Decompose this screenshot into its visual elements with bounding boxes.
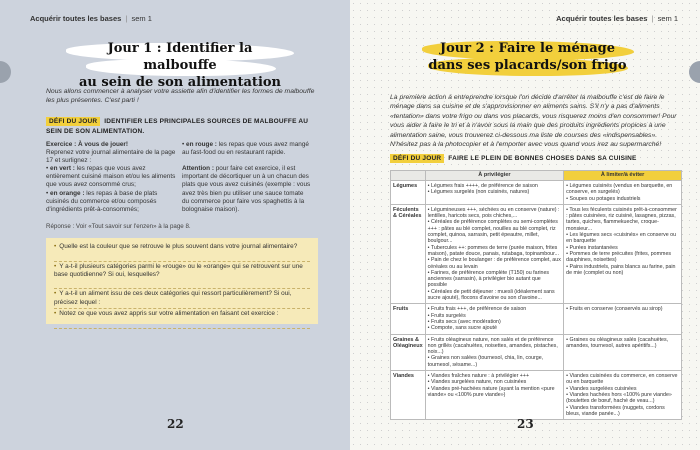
- row-category: Viandes: [391, 371, 426, 420]
- food-item: • Viandes pré-hachées nature (ayant la mention «pure viande» ou «100% pure viande»): [427, 385, 555, 398]
- right-intro: La première action à entreprendre lorsque l'on décide d'arrêter la malbouffe c'est de faire le ménage dans sa cuisine et de s'approvisionner en aliments sains. S'il n'y a pas d'aliments «tentation» dans votre frigo ou dans vos placards, vous risquerez moins d'en consommer! Pour vous aider à faire le tri et à n'avoir sous la main que des produits ingrédients propices à une alimentation saine, vous trouverez ci-dessous ma liste de courses des «indispensables». N'hésitez pas à la photocopier et à l'emporter avec vous quand vous irez au supermarché!: [390, 94, 677, 149]
- avoid-cell: [564, 204, 682, 303]
- left-column-1: Exercice : À vous de jouer! Reprenez votre journal alimentaire de la page 17 et surlignez : • en vert : les repas que vous avez entièrement cuisiné maison et/ou les aliments que vous avez consommé crus; • en orange : les repas à base de plats cuisinés du commerce et/ou composés d'ingrédients prêt-à-consommés;: [46, 141, 176, 213]
- table-body: [391, 181, 682, 420]
- table-header-row: [391, 171, 682, 181]
- right-page: [350, 0, 700, 450]
- food-item: • Légumes frais ++++, de préférence de saison: [427, 183, 538, 189]
- food-item: • Fruits oléagineux nature, non salés et de préférence non grillés (cacahuètes, noisettes, amandes, pistaches, noix...): [427, 336, 558, 356]
- left-header-main: Acquérir toutes les bases: [30, 14, 122, 23]
- table-row: [391, 181, 682, 205]
- food-item: • Les légumes secs «cuisinés» en conserve ou en barquette: [566, 232, 677, 245]
- food-item: • Pain de chez le boulanger : de préférence complet, aux céréales ou au levain: [427, 257, 561, 270]
- left-defi-du-jour: [46, 117, 321, 137]
- table-row: [391, 204, 682, 303]
- defi-text: FAIRE LE PLEIN DE BONNES CHOSES DANS SA CUISINE: [448, 155, 637, 162]
- food-item: • Tous les féculents cuisinés prêt-à-consommer : pâtes cuisinées, riz cuisiné, lasagnes, pizzas, tartes, quiches, flammekueche, croque-monsieur...: [566, 206, 677, 232]
- left-title-line1: Jour 1 : Identifier la malbouffe: [107, 41, 253, 73]
- priority-cell: [425, 304, 564, 334]
- right-title-line2: dans ses placards/son frigo: [428, 58, 627, 73]
- food-item: • Fruits frais +++, de préférence de saison: [427, 306, 527, 313]
- food-item: • Graines ou oléagineux salés (cacahuètes, amandes, tournesol, autres apéritifs...): [566, 336, 669, 349]
- priority-cell: [425, 181, 564, 205]
- green-text: les repas que vous avez entièrement cuisiné maison et/ou les aliments que vous avez consommé crus;: [46, 165, 176, 189]
- defi-text: IDENTIFIER LES PRINCIPALES SOURCES DE MALBOUFFE AU SEIN DE SON ALIMENTATION.: [46, 118, 309, 135]
- food-item: • Viandes surgelées cuisinées: [566, 385, 637, 392]
- food-item: • Céréales de préférence complètes ou semi-complètes +++ : pâtes au blé complet, nouilles au blé complet, riz complet, quinoa, sarrasin, petit épeautre, millet, boulgour...: [427, 219, 558, 245]
- orange-text: les repas à base de plats cuisinés du commerce et/ou composés d'ingrédients prêt-à-consommés;: [46, 189, 158, 213]
- priority-cell: [425, 371, 564, 420]
- food-item: • Viandes cuisinées du commerce, en conserve ou en barquette: [566, 373, 678, 386]
- food-item: • Viandes hachées hors «100% pure viande» (boulettes de bœuf, haché de veau...): [566, 391, 672, 405]
- food-item: • Légumes surgelés (non cuisinés, natures): [427, 189, 530, 196]
- left-header-separator: |: [125, 14, 128, 23]
- food-item: • Pommes de terre précuites (frites, pommes dauphines, noisettes): [566, 250, 672, 264]
- exercise-text: Reprenez votre journal alimentaire de la page 17 et surlignez :: [46, 149, 176, 165]
- row-category: Graines & Oléagineux: [391, 334, 426, 370]
- right-header-separator: |: [651, 14, 654, 23]
- question-item: • Y a-t-il plusieurs catégories parmi le «rouge» ou le «orange» qui se retrouvent sur une base quotidienne? Si oui, lesquelles?: [54, 262, 310, 290]
- food-item: • Compote, sans sucre ajouté: [427, 325, 497, 332]
- green-label: en vert :: [50, 165, 75, 173]
- table-row: [391, 304, 682, 334]
- reponse-note: Réponse : Voir «Tout savoir sur l'enzen» à la page 8.: [46, 223, 191, 230]
- attention-text: pour faire cet exercice, il est important de décortiquer un à un chacun des plats que vous avez cuisinés (exemple : vous avez très bien pu utiliser une sauce tomate du commerce pour faire vos spaghettis à la bolognaise maison).: [182, 165, 311, 213]
- food-item: • Farines, de préférence complète (T150) ou farines anciennes (sarrasin), à privilégier bio autant que possible: [427, 269, 550, 289]
- row-category: Féculents & Céréales: [391, 204, 426, 303]
- food-item: • Viandes transformées (nuggets, cordons bleus, viande panée...): [566, 404, 665, 417]
- question-item: • Notez ce que vous avez appris sur votre alimentation en faisant cet exercice :: [54, 309, 310, 329]
- food-item: • Légumes cuisinés (vendus en barquette, en conserve, en surgelés): [566, 183, 673, 196]
- header-priority: À privilégier: [425, 171, 564, 181]
- right-header-main: Acquérir toutes les bases: [556, 14, 648, 23]
- orange-label: en orange :: [50, 189, 85, 197]
- food-item: • Soupes ou potages industriels: [566, 195, 641, 202]
- defi-badge: DÉFI DU JOUR: [46, 117, 100, 126]
- left-header: [30, 14, 152, 23]
- right-header-week: sem 1: [657, 14, 678, 23]
- right-defi-du-jour: [390, 155, 682, 162]
- right-page-number: 23: [517, 417, 534, 431]
- food-item: • Fruits en conserve (conservés au sirop): [566, 306, 663, 313]
- table-row: [391, 334, 682, 370]
- left-intro: Nous allons commencer à analyser votre assiette afin d'identifier les formes de malbouffe les plus présentes. C'est parti !: [46, 88, 315, 105]
- food-item: • Viandes fraîches nature : à privilégier +++: [427, 373, 530, 380]
- attention-label: Attention :: [182, 165, 214, 173]
- question-item: • Y a-t-il un aliment issu de ces deux catégories qui ressort particulièrement? Si oui, précisez lequel :: [54, 289, 310, 309]
- avoid-cell: [564, 334, 682, 370]
- right-title-line1: Jour 2 : Faire le ménage: [439, 41, 616, 56]
- avoid-cell: [564, 371, 682, 420]
- left-page-number: 22: [167, 417, 184, 431]
- food-item: • Légumineuses +++, séchées ou en conserve (nature) : lentilles, haricots secs, pois chiches,...: [427, 206, 560, 220]
- left-title-line2: au sein de son alimentation: [78, 75, 282, 90]
- food-item: • Céréales de petit déjeuner : muesli (idéalement sans sucre ajouté), flocons d'avoine ou son d'avoine...: [427, 288, 555, 302]
- food-item: • Viandes surgelées nature, non cuisinées: [427, 379, 527, 386]
- header-empty: [391, 171, 426, 181]
- food-item: • Tubercules ++: pommes de terre (purée maison, frites maison), patate douce, panais, rutabaga, topinambour...: [427, 244, 559, 257]
- red-text: les repas que vous avez mangé au fast-food ou en restaurant rapide.: [182, 141, 309, 157]
- food-item: • Fruits secs (avec modération): [427, 318, 501, 325]
- red-label: en rouge :: [186, 141, 217, 148]
- right-header: [556, 14, 678, 23]
- left-header-week: sem 1: [131, 14, 152, 23]
- row-category: Fruits: [391, 304, 426, 334]
- priority-cell: [425, 334, 564, 370]
- left-column-2: • en rouge : les repas que vous avez mangé au fast-food ou en restaurant rapide. Attention : pour faire cet exercice, il est important de décortiquer un à un chacun des plats que vous avez cuisinés (exemple : vous avez très bien pu utiliser une sauce tomate du commerce pour faire vos spaghettis à la bolognaise maison).: [182, 141, 311, 213]
- questions-box: [46, 238, 318, 324]
- food-item: • Pains industriels, pains blancs au farine, pain de mie (complet ou non): [566, 263, 676, 276]
- row-category: Légumes: [391, 181, 426, 205]
- header-avoid: À limiter/à éviter: [564, 171, 682, 181]
- binder-hole-left: [0, 61, 11, 83]
- defi-badge: DÉFI DU JOUR: [390, 154, 444, 163]
- food-item: • Purées instantanées: [566, 244, 618, 251]
- food-item: • Fruits surgelés: [427, 312, 466, 319]
- left-page-title: [70, 40, 290, 91]
- food-item: • Graines non salées (tournesol, chia, lin, courge, tournesol, sésame...): [427, 355, 544, 368]
- table-row: [391, 371, 682, 420]
- exercise-title: Exercice : À vous de jouer!: [46, 141, 129, 148]
- right-page-title: [425, 40, 630, 74]
- avoid-cell: [564, 181, 682, 205]
- priority-cell: [425, 204, 564, 303]
- shopping-list-table: [390, 170, 682, 420]
- binder-hole-right: [689, 61, 700, 83]
- avoid-cell: [564, 304, 682, 334]
- question-item: • Quelle est la couleur que se retrouve le plus souvent dans votre journal alimentaire?: [54, 242, 310, 262]
